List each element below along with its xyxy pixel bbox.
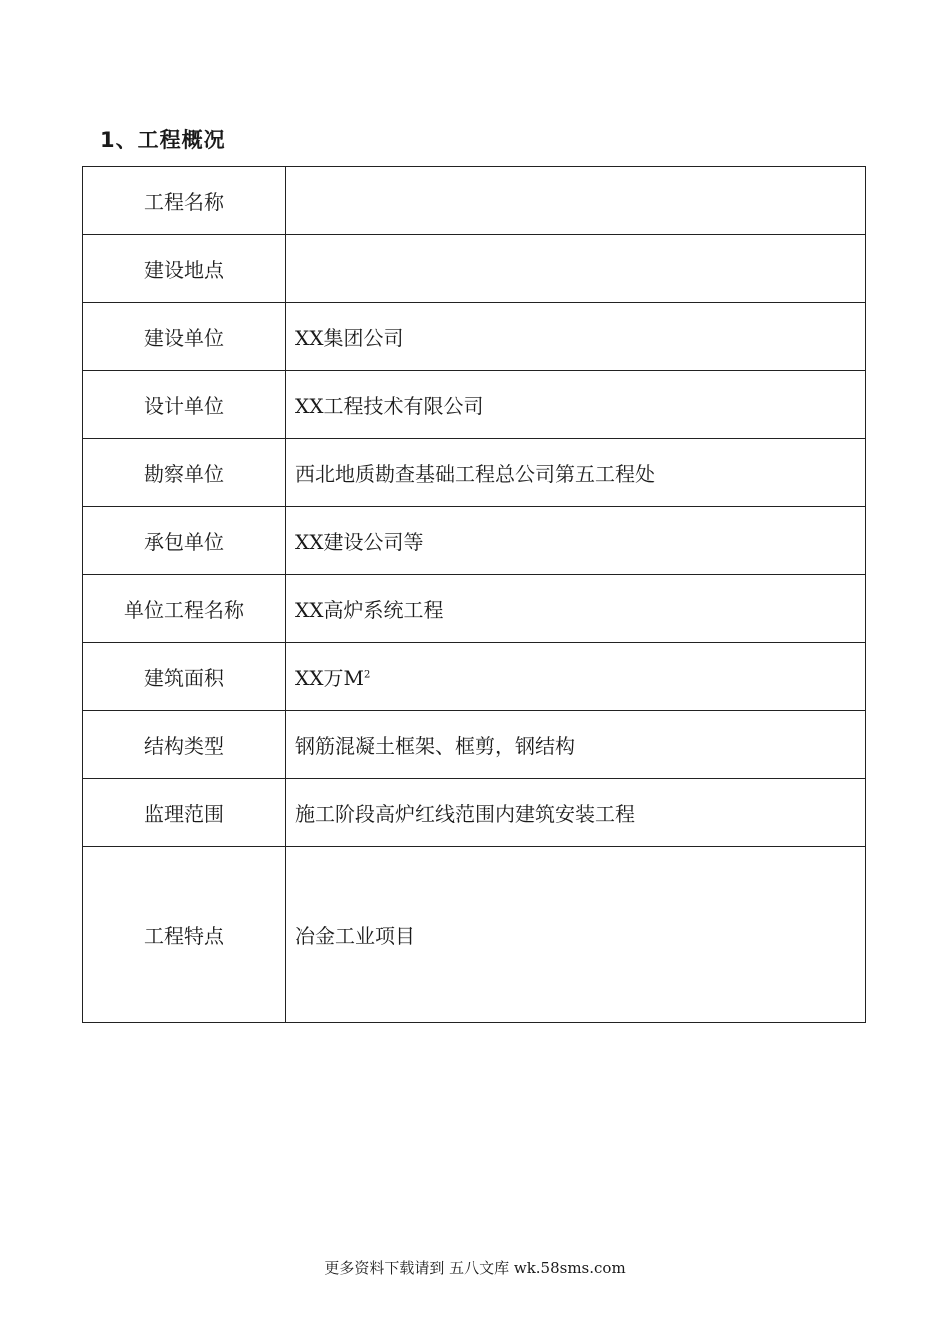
row-value: XX建设公司等 <box>286 507 866 575</box>
row-value <box>286 643 866 711</box>
row-label: 建设单位 <box>83 303 286 371</box>
row-label: 承包单位 <box>83 507 286 575</box>
table-row <box>83 439 866 507</box>
row-value: 钢筋混凝土框架、框剪，钢结构 <box>286 711 866 779</box>
table-row <box>83 711 866 779</box>
row-value: XX集团公司 <box>286 303 866 371</box>
section-title: 1、工程概况 <box>100 128 226 152</box>
row-value: 冶金工业项目 <box>286 847 866 1023</box>
row-label: 建设地点 <box>83 235 286 303</box>
row-label: 工程名称 <box>83 167 286 235</box>
row-label: 勘察单位 <box>83 439 286 507</box>
table-row <box>83 643 866 711</box>
row-label: 工程特点 <box>83 847 286 1023</box>
table-row <box>83 779 866 847</box>
row-label: 建筑面积 <box>83 643 286 711</box>
project-overview-table <box>82 166 866 1023</box>
area-value: XX万M <box>295 666 364 690</box>
row-value: XX工程技术有限公司 <box>286 371 866 439</box>
row-value: 施工阶段高炉红线范围内建筑安装工程 <box>286 779 866 847</box>
table-row <box>83 507 866 575</box>
table-row <box>83 847 866 1023</box>
table-row <box>83 167 866 235</box>
table-row <box>83 303 866 371</box>
row-value <box>286 167 866 235</box>
row-value <box>286 235 866 303</box>
area-unit-superscript: 2 <box>363 669 371 681</box>
footer-text: 更多资料下载请到 五八文库 wk.58sms.com <box>324 1259 626 1277</box>
table-row <box>83 235 866 303</box>
row-value: 西北地质勘查基础工程总公司第五工程处 <box>286 439 866 507</box>
row-label: 设计单位 <box>83 371 286 439</box>
row-value: XX高炉系统工程 <box>286 575 866 643</box>
row-label: 结构类型 <box>83 711 286 779</box>
row-label: 监理范围 <box>83 779 286 847</box>
table-row <box>83 371 866 439</box>
row-label: 单位工程名称 <box>83 575 286 643</box>
table-row <box>83 575 866 643</box>
